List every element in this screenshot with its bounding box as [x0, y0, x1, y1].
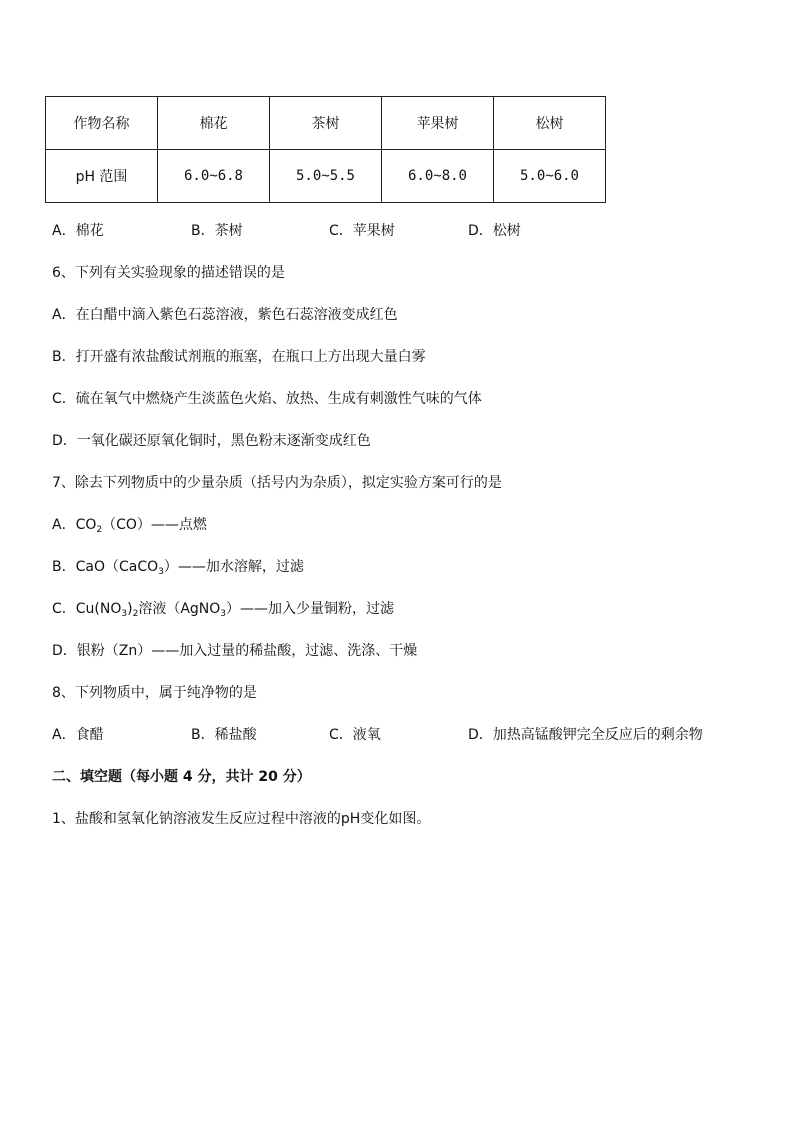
crop-ph-table [45, 96, 606, 203]
q6-option-d[interactable]: D．一氧化碳还原氧化铜时，黑色粉末逐渐变成红色 [52, 433, 371, 449]
fill-question-1-stem: 1、盐酸和氢氧化钠溶液发生反应过程中溶液的pH变化如图。 [52, 811, 431, 827]
option-d[interactable]: D．加热高锰酸钾完全反应后的剩余物 [468, 727, 703, 743]
option-text: （CO）——点燃 [102, 517, 207, 533]
formula-text: 溶液（AgNO [138, 601, 221, 617]
option-text: ）——加入少量铜粉，过滤 [226, 601, 395, 617]
table-cell: 苹果树 [382, 97, 494, 150]
table-cell: 作物名称 [46, 97, 158, 150]
option-b[interactable]: B．稀盐酸 [191, 727, 257, 743]
table-header-row [46, 97, 606, 150]
question-7-stem: 7、除去下列物质中的少量杂质（括号内为杂质），拟定实验方案可行的是 [52, 475, 502, 491]
subscript: 3 [158, 567, 164, 577]
table-cell: 5.0~5.5 [270, 150, 382, 203]
q7-option-d[interactable]: D．银粉（Zn）——加入过量的稀盐酸，过滤、洗涤、干燥 [52, 643, 418, 659]
q7-option-a[interactable] [52, 515, 207, 535]
section-title: 二、填空题（每小题 4 分，共计 20 分） [52, 769, 311, 785]
option-c[interactable]: C．苹果树 [329, 223, 395, 239]
table-cell: 5.0~6.0 [494, 150, 606, 203]
q6-option-c[interactable]: C．硫在氧气中燃烧产生淡蓝色火焰、放热、生成有刺激性气味的气体 [52, 391, 482, 407]
q6-option-a[interactable]: A．在白醋中滴入紫色石蕊溶液，紫色石蕊溶液变成红色 [52, 307, 398, 323]
table-row [46, 150, 606, 203]
subscript: 2 [132, 609, 139, 619]
option-b[interactable]: B．茶树 [191, 223, 243, 239]
q6-option-b[interactable]: B．打开盛有浓盐酸试剂瓶的瓶塞，在瓶口上方出现大量白雾 [52, 349, 426, 365]
table-cell: 松树 [494, 97, 606, 150]
subscript: 2 [96, 525, 103, 535]
formula-text: A．CO [52, 517, 97, 533]
option-a[interactable]: A．棉花 [52, 223, 104, 239]
subscript: 3 [220, 609, 227, 619]
table-cell: pH 范围 [46, 150, 158, 203]
table-cell: 6.0~6.8 [158, 150, 270, 203]
question-6-stem: 6、下列有关实验现象的描述错误的是 [52, 265, 285, 281]
option-text: ）——加水溶解，过滤 [163, 559, 304, 575]
table-cell: 茶树 [270, 97, 382, 150]
formula-text: C．Cu(NO [52, 601, 122, 617]
table-cell: 6.0~8.0 [382, 150, 494, 203]
option-c[interactable]: C．液氧 [329, 727, 381, 743]
option-d[interactable]: D．松树 [468, 223, 521, 239]
option-a[interactable]: A．食醋 [52, 727, 104, 743]
formula-text: B．CaO（CaCO [52, 559, 159, 575]
q7-option-b[interactable] [52, 557, 304, 577]
q7-option-c[interactable] [52, 599, 394, 619]
question-8-stem: 8、下列物质中，属于纯净物的是 [52, 685, 257, 701]
subscript: 3 [121, 609, 128, 619]
table-cell: 棉花 [158, 97, 270, 150]
formula-text: ) [127, 601, 133, 617]
